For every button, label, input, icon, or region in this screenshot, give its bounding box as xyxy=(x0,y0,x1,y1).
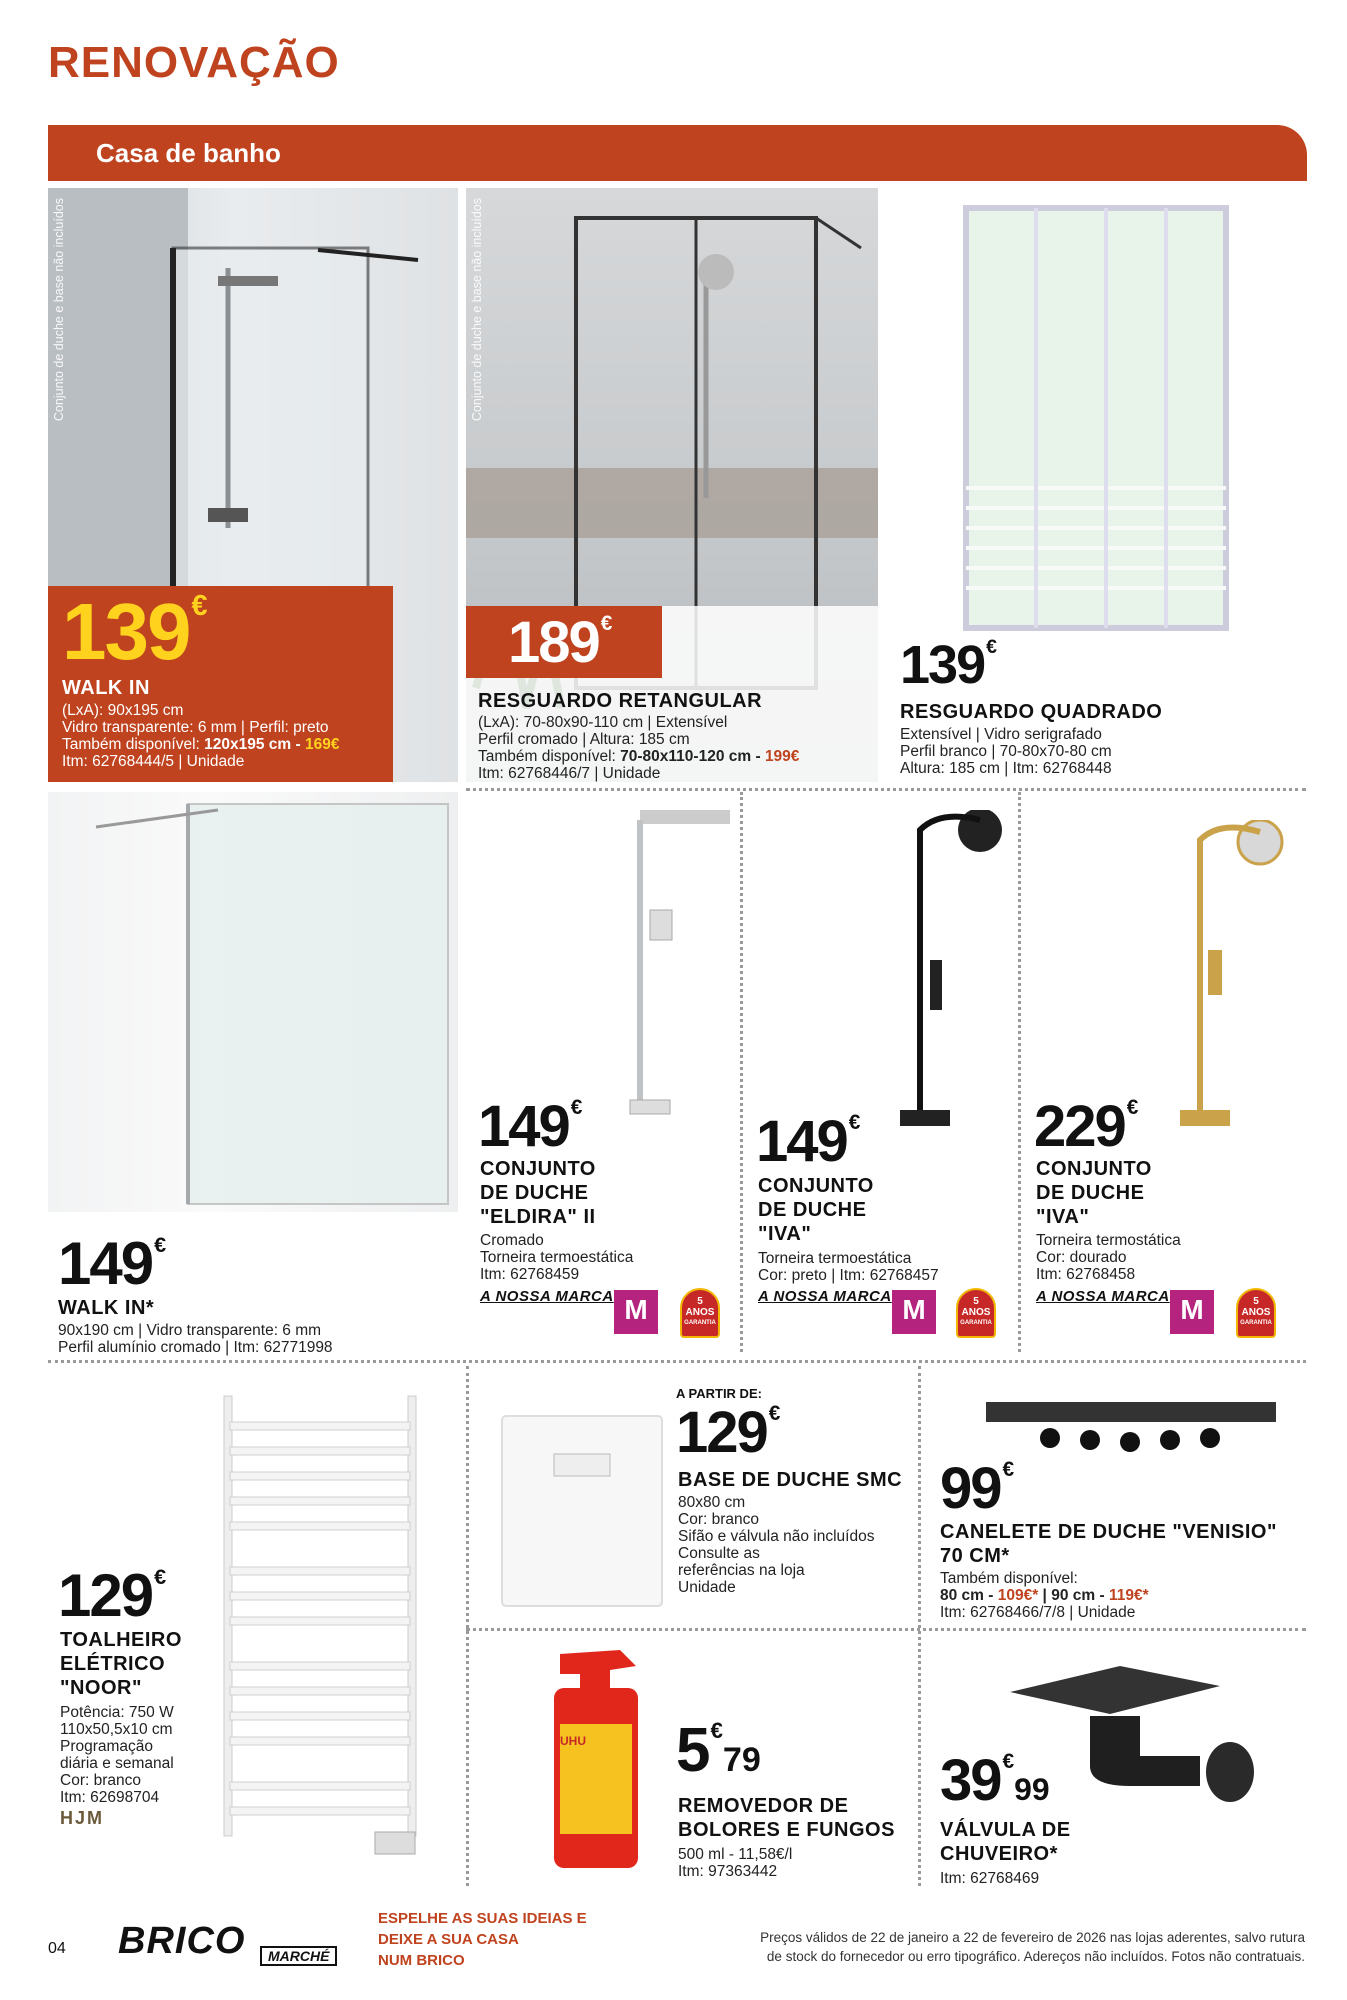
iva-gold-name: CONJUNTO DE DUCHE "IVA" xyxy=(1036,1158,1152,1228)
separator xyxy=(466,788,1306,791)
rectangular-screen-details: (LxA): 70-80x90-110 cm | Extensível Perfil cromado | Altura: 185 cm Também disponível: 70-80x110-120 cm - 199€ Itm: 62768446/7 | Unidade xyxy=(478,714,800,782)
shower-valve-name: VÁLVULA DE CHUVEIRO* xyxy=(940,1819,1071,1865)
walk-in-star-name: WALK IN* xyxy=(58,1297,155,1319)
page-title: RENOVAÇÃO xyxy=(48,38,340,87)
drain-channel-details: Também disponível: 80 cm - 109€* | 90 cm - 119€* Itm: 62768466/7/8 | Unidade xyxy=(940,1570,1149,1621)
rectangular-screen-name: RESGUARDO RETANGULAR xyxy=(478,690,763,712)
legal-notice: Preços válidos de 22 de janeiro a 22 de fevereiro de 2026 nas lojas aderentes, salvo rutura de stock do fornecedor ou erro tipográfico. Adereços não incluídos. Fotos não contratuais. xyxy=(760,1930,1305,1964)
from-label: A PARTIR DE: xyxy=(676,1386,762,1401)
separator xyxy=(740,792,743,1352)
iva-black-details: Torneira termoestática Cor: preto | Itm: 62768457 xyxy=(758,1250,939,1284)
square-enclosure-illustration xyxy=(886,188,1306,638)
square-screen-price: 139 € xyxy=(900,635,997,695)
modo-de-vida-logo: M xyxy=(892,1290,936,1334)
section-banner xyxy=(48,125,1307,181)
mould-remover-price: 5€79 xyxy=(676,1716,761,1785)
mould-remover-name: REMOVEDOR DE BOLORES E FUNGOS xyxy=(678,1795,895,1841)
our-brand-label: A NOSSA MARCA xyxy=(758,1288,892,1305)
rectangular-screen-price: 189€ xyxy=(508,610,613,675)
separator xyxy=(466,1366,469,1886)
warranty-badge: 5 ANOS GARANTIA xyxy=(1236,1288,1276,1338)
walk-in-price: 139€ xyxy=(62,587,208,676)
warranty-badge: 5 ANOS GARANTIA xyxy=(680,1288,720,1338)
square-screen-name: RESGUARDO QUADRADO xyxy=(900,701,1163,723)
eldira-name: CONJUNTO DE DUCHE "ELDIRA" II xyxy=(480,1158,596,1228)
iva-black-price: 149€ xyxy=(756,1109,861,1174)
not-included-note: Conjunto de duche e base não incluídos xyxy=(470,198,484,422)
iva-black-shower-illustration xyxy=(900,810,1020,1150)
eldira-details: Cromado Torneira termoestática Itm: 62768459 xyxy=(480,1232,634,1283)
shower-tray-illustration xyxy=(498,1412,668,1612)
uhu-brand: UHU xyxy=(560,1734,586,1748)
iva-gold-details: Torneira termostática Cor: dourado Itm: 62768458 xyxy=(1036,1232,1181,1283)
drain-channel-illustration xyxy=(980,1394,1280,1464)
page-number: 04 xyxy=(48,1940,66,1957)
towel-rail-illustration xyxy=(220,1392,420,1862)
square-screen-details: Extensível | Vidro serigrafado Perfil branco | 70-80x70-80 cm Altura: 185 cm | Itm: 62768448 xyxy=(900,726,1112,777)
drain-channel-name: CANELETE DE DUCHE "VENISIO" 70 CM* xyxy=(940,1521,1277,1567)
our-brand-label: A NOSSA MARCA xyxy=(1036,1288,1170,1305)
square-screen-photo xyxy=(886,188,1306,638)
shower-tray-name: BASE DE DUCHE SMC xyxy=(678,1469,903,1491)
modo-de-vida-logo: M xyxy=(1170,1290,1214,1334)
shower-valve-details: Itm: 62768469 xyxy=(940,1870,1040,1887)
towel-rail-details: Potência: 750 W 110x50,5x10 cm Programação diária e semanal Cor: branco Itm: 62698704 xyxy=(60,1704,174,1806)
mould-remover-details: 500 ml - 11,58€/l Itm: 97363442 xyxy=(678,1846,793,1880)
not-included-note: Conjunto de duche e base não incluídos xyxy=(52,198,66,422)
towel-rail-price: 129€ xyxy=(58,1562,167,1629)
brico-logo: BRICO xyxy=(118,1920,246,1962)
section-title: Casa de banho xyxy=(96,138,281,168)
walk-in-star-details: 90x190 cm | Vidro transparente: 6 mm Perfil alumínio cromado | Itm: 62771998 xyxy=(58,1322,333,1356)
mould-remover-bottle-illustration xyxy=(540,1644,650,1874)
shower-tray-details: 80x80 cm Cor: branco Sifão e válvula não incluídos Consulte as referências na loja Unidade xyxy=(678,1494,875,1596)
walk-in-star-price: 149€ xyxy=(58,1230,167,1297)
iva-gold-shower-illustration xyxy=(1180,820,1300,1140)
drain-channel-price: 99€ xyxy=(940,1456,1015,1521)
glass-panel-illustration xyxy=(48,792,458,1212)
walk-in-name: WALK IN xyxy=(62,677,150,699)
shower-tray-price: 129€ xyxy=(676,1400,781,1465)
shower-valve-price: 39€99 xyxy=(940,1748,1050,1813)
walk-in-star-photo xyxy=(48,792,458,1212)
modo-de-vida-logo: M xyxy=(614,1290,658,1334)
eldira-shower-illustration xyxy=(620,810,740,1130)
our-brand-label: A NOSSA MARCA xyxy=(480,1288,614,1305)
iva-black-name: CONJUNTO DE DUCHE "IVA" xyxy=(758,1175,874,1245)
hjm-logo: HJM xyxy=(60,1808,105,1828)
eldira-price: 149€ xyxy=(478,1094,583,1159)
separator xyxy=(48,1360,1306,1363)
brico-logo-sub: MARCHÉ xyxy=(260,1946,337,1966)
towel-rail-name: TOALHEIRO ELÉTRICO "NOOR" xyxy=(60,1629,182,1699)
separator xyxy=(466,1628,1306,1631)
separator xyxy=(918,1366,921,1886)
iva-gold-price: 229€ xyxy=(1034,1094,1139,1159)
warranty-badge: 5 ANOS GARANTIA xyxy=(956,1288,996,1338)
footer-slogan: ESPELHE AS SUAS IDEIAS E DEIXE A SUA CASA NUM BRICO xyxy=(378,1910,587,1969)
walk-in-details: (LxA): 90x195 cm Vidro transparente: 6 mm | Perfil: preto Também disponível: 120x195 cm - 169€ Itm: 62768444/5 | Unidade xyxy=(62,702,340,770)
